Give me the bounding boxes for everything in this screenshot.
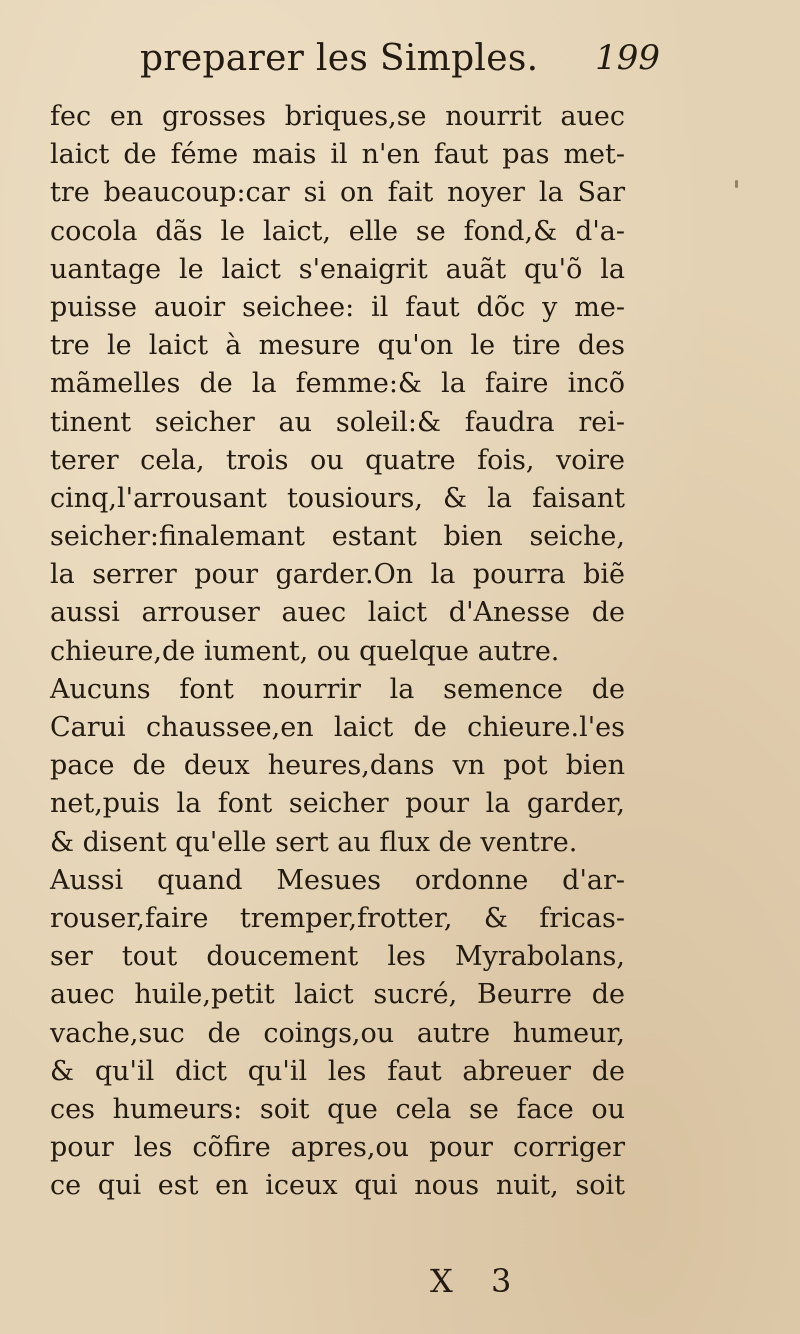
- text-line: ces humeurs: soit que cela se face ou: [50, 1093, 625, 1125]
- text-line: cinq,l'arrousant tousiours, & la faisant: [50, 482, 625, 514]
- text-line: ce qui est en iceux qui nous nuit, soit: [50, 1170, 625, 1202]
- text-line: seicher:finalemant estant bien seiche,: [50, 521, 625, 553]
- text-line: tre beaucoup:car si on fait noyer la Sar: [50, 177, 625, 209]
- page-number: 199: [595, 38, 660, 78]
- signature-mark: X 3: [430, 1262, 526, 1300]
- text-line: Aucuns font nourrir la semence de: [50, 673, 625, 705]
- text-line: puisse auoir seichee: il faut dõc y me-: [50, 291, 625, 323]
- text-line: terer cela, trois ou quatre fois, voire: [50, 444, 625, 476]
- text-line: uantage le laict s'enaigrit auãt qu'õ la: [50, 253, 625, 285]
- text-line: Carui chaussee,en laict de chieure.l'es: [50, 712, 625, 743]
- text-line: ser tout doucement les Myrabolans,: [50, 941, 625, 973]
- running-head: [140, 38, 660, 86]
- text-line: tinent seicher au soleil:& faudra rei-: [50, 406, 625, 438]
- text-line: laict de féme mais il n'en faut pas met-: [50, 139, 625, 171]
- text-line: aussi arrouser auec laict d'Anesse de: [50, 597, 625, 629]
- text-line: fec en grosses briques,se nourrit auec: [50, 101, 625, 132]
- text-line: chieure,de iument, ou quelque autre.: [50, 635, 560, 667]
- text-line: & qu'il dict qu'il les faut abreuer de: [50, 1055, 625, 1087]
- body-text: [50, 98, 625, 1205]
- running-title: preparer les Simples.: [140, 38, 539, 79]
- text-line: la serrer pour garder.On la pourra biẽ: [50, 559, 625, 591]
- text-line: mãmelles de la femme:& la faire incõ: [50, 368, 625, 400]
- text-line: pour les cõfire apres,ou pour corriger: [50, 1132, 625, 1164]
- text-line: pace de deux heures,dans vn pot bien: [50, 750, 625, 782]
- text-line: vache,suc de coings,ou autre humeur,: [50, 1017, 625, 1049]
- text-line: & disent qu'elle sert au flux de ventre.: [50, 826, 578, 858]
- margin-mark: [735, 180, 738, 188]
- text-line: rouser,faire tremper,frotter, & fricas-: [50, 902, 625, 934]
- text-line: tre le laict à mesure qu'on le tire des: [50, 330, 625, 362]
- text-line: cocola dãs le laict, elle se fond,& d'a-: [50, 215, 625, 247]
- text-line: auec huile,petit laict sucré, Beurre de: [50, 979, 625, 1011]
- text-line: net,puis la font seicher pour la garder,: [50, 788, 625, 820]
- text-line: Aussi quand Mesues ordonne d'ar-: [50, 864, 625, 896]
